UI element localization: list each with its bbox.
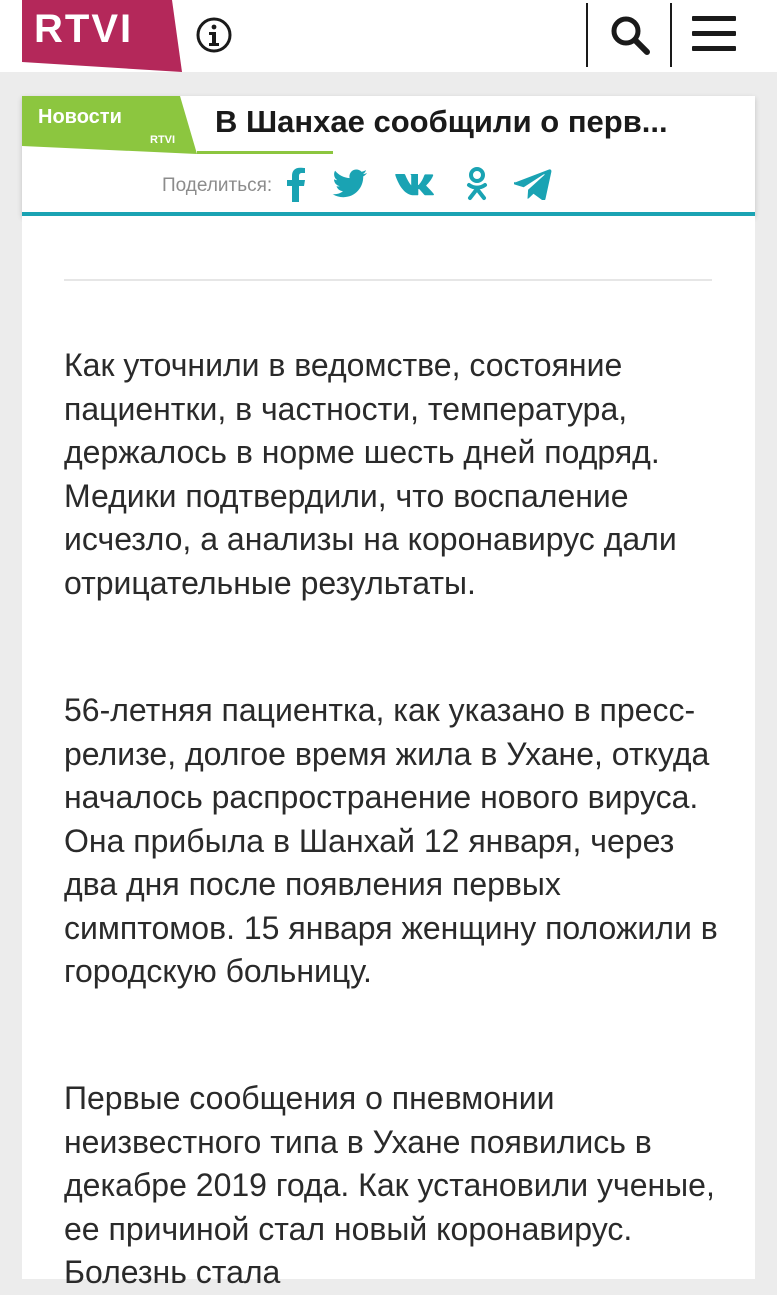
article-title: В Шанхае сообщили о перв... (215, 104, 668, 139)
article-paragraph: 56-летняя пациентка, как указано в пресс-релизе, долгое время жила в Ухане, откуда началось распространение нового вируса. Она прибыла в Шанхай 12 января, через два дня после появления первых симптомов. 15 января женщину положили в городскую больницу. (64, 692, 718, 989)
odnoklassniki-icon[interactable] (466, 166, 488, 206)
header-divider (586, 3, 588, 67)
info-icon[interactable] (195, 16, 233, 54)
divider-line (64, 279, 712, 281)
logo-text: RTVI (34, 7, 134, 51)
article-header-card (22, 96, 755, 216)
rtvi-logo[interactable] (22, 0, 182, 72)
vk-icon[interactable] (394, 171, 440, 201)
tag-underline (197, 151, 333, 154)
share-bar (162, 166, 578, 206)
hamburger-menu-icon[interactable] (690, 14, 738, 54)
top-header (0, 0, 777, 72)
telegram-icon[interactable] (514, 168, 552, 204)
article-paragraph: Как уточнили в ведомстве, состояние пациентки, в частности, температура, держалось в норме шесть дней подряд. Медики подтвердили, что воспаление исчезло, а анализы на коронавирус дали отрицательные результаты. (64, 347, 677, 601)
article-body (22, 216, 755, 1290)
search-icon[interactable] (607, 12, 653, 58)
category-label: Новости (38, 106, 122, 128)
facebook-icon[interactable] (286, 166, 306, 206)
category-sublabel: RTVI (150, 134, 176, 146)
news-category-tag[interactable] (22, 96, 197, 154)
twitter-icon[interactable] (332, 169, 368, 203)
share-label: Поделиться: (162, 175, 273, 196)
header-divider (670, 3, 672, 67)
article-paragraph: Первые сообщения о пневмонии неизвестного типа в Ухане появились в декабре 2019 года. Как установили ученые, ее причиной стал новый коронавирус. Болезнь стала (64, 1080, 715, 1290)
